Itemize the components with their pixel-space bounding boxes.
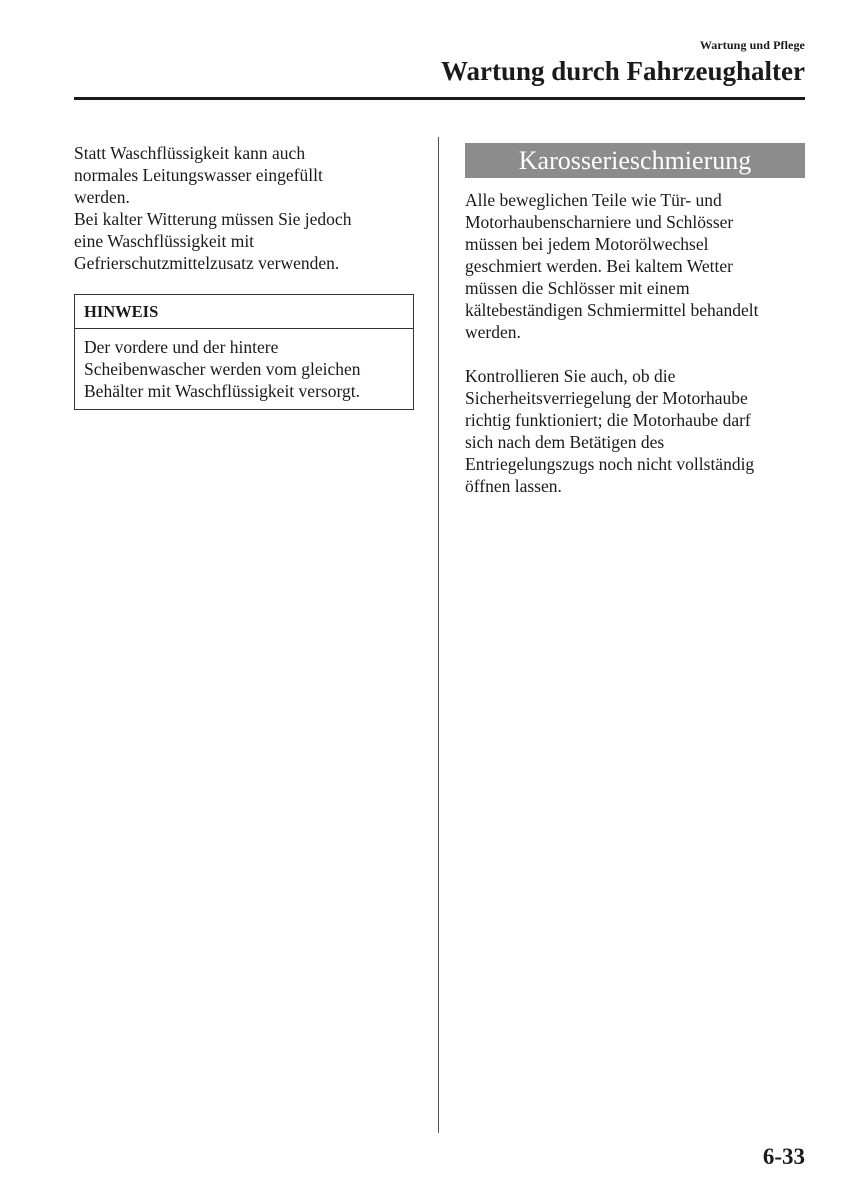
right-column — [465, 189, 810, 497]
text-line: Motorhaubenscharniere und Schlösser — [465, 212, 734, 232]
lubrication-paragraph — [465, 189, 810, 343]
header-rule — [74, 97, 805, 100]
text-line: öffnen lassen. — [465, 476, 562, 496]
text-line: müssen bei jedem Motorölwechsel — [465, 234, 709, 254]
text-line: kältebeständigen Schmiermittel behandelt — [465, 300, 759, 320]
text-line: Sicherheitsverriegelung der Motorhaube — [465, 388, 748, 408]
section-heading: Karosserieschmierung — [465, 143, 805, 178]
text-line: normales Leitungswasser eingefüllt — [74, 165, 323, 185]
page-title: Wartung durch Fahrzeughalter — [441, 56, 805, 86]
left-column — [74, 142, 419, 274]
text-line: Statt Waschflüssigkeit kann auch — [74, 143, 306, 163]
page-number: 6-33 — [762, 1144, 805, 1169]
text-line: geschmiert werden. Bei kaltem Wetter — [465, 256, 733, 276]
column-divider — [438, 137, 439, 1133]
text-line: Bei kalter Witterung müssen Sie jedoch — [74, 209, 352, 229]
text-line: richtig funktioniert; die Motorhaube darf — [465, 410, 751, 430]
text-line: Der vordere und der hintere — [84, 337, 279, 357]
text-line: werden. — [465, 322, 521, 342]
text-line: werden. — [74, 187, 130, 207]
text-line: Entriegelungszugs noch nicht vollständig — [465, 454, 755, 474]
text-line: Scheibenwascher werden vom gleichen — [84, 359, 361, 379]
text-line: eine Waschflüssigkeit mit — [74, 231, 255, 251]
text-line: Behälter mit Waschflüssigkeit versorgt. — [84, 381, 360, 401]
text-line: Alle beweglichen Teile wie Tür- und — [465, 190, 722, 210]
washer-fluid-paragraph — [74, 142, 419, 274]
note-title: HINWEIS — [75, 295, 413, 329]
text-line: Kontrollieren Sie auch, ob die — [465, 366, 676, 386]
note-body — [75, 329, 413, 409]
note-box — [74, 294, 414, 410]
text-line: sich nach dem Betätigen des — [465, 432, 665, 452]
section-label: Wartung und Pflege — [699, 38, 805, 52]
hood-latch-paragraph — [465, 365, 810, 497]
text-line: Gefrierschutzmittelzusatz verwenden. — [74, 253, 340, 273]
text-line: müssen die Schlösser mit einem — [465, 278, 690, 298]
